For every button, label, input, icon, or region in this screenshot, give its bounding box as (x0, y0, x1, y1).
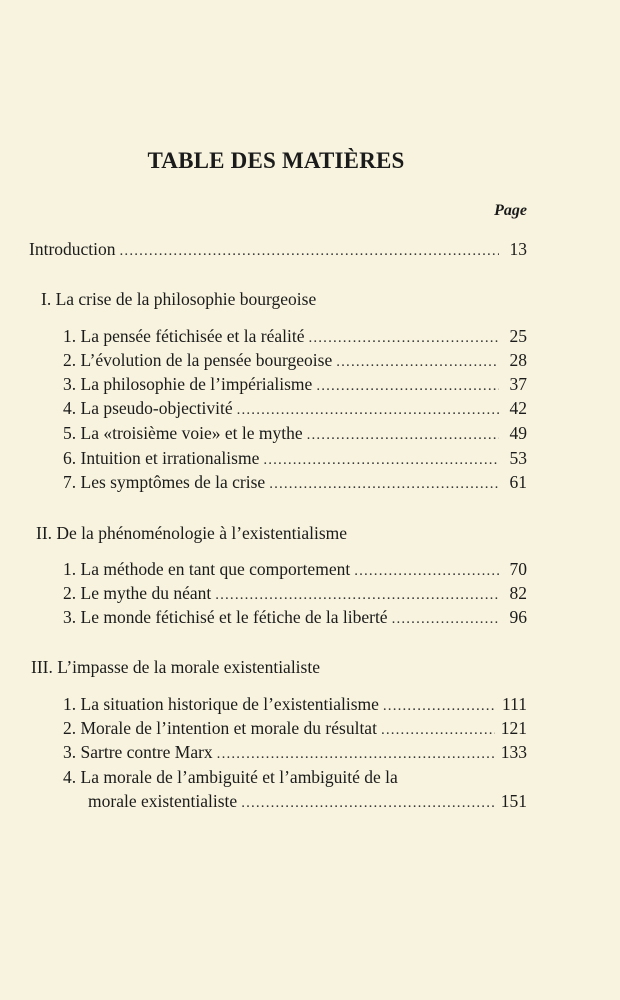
toc-entry-page: 70 (509, 559, 527, 579)
dot-leader (392, 608, 499, 630)
dot-leader (354, 560, 499, 582)
toc-entry-page: 133 (500, 742, 527, 762)
dot-leader (237, 399, 499, 421)
toc-introduction (29, 238, 527, 262)
toc-entry (63, 397, 527, 421)
toc-entry-page: 82 (509, 583, 527, 603)
toc-entry-label: 4. La morale de l’ambiguité et l’ambiguité de la (63, 767, 398, 787)
toc-entry (63, 471, 527, 495)
toc-entry (63, 606, 527, 630)
toc-entry (63, 582, 527, 606)
page-title: TABLE DES MATIÈRES (147, 148, 405, 173)
toc-entry-label: 7. Les symptômes de la crise (63, 472, 266, 492)
dot-leader (316, 375, 499, 397)
toc-entry-label: 5. La «troisième voie» et le mythe (63, 423, 303, 443)
dot-leader (308, 327, 499, 349)
toc-entry-label: 2. Le mythe du néant (63, 583, 212, 603)
toc-entry-page: 53 (509, 448, 527, 468)
dot-leader (336, 351, 499, 373)
toc-entry (88, 790, 527, 814)
toc-entry-label: 3. La philosophie de l’impérialisme (63, 374, 313, 394)
toc-entry-page: 28 (509, 350, 527, 370)
toc-entry-page: 42 (509, 398, 527, 418)
toc-entry-label: 4. La pseudo-objectivité (63, 398, 233, 418)
dot-leader (381, 719, 495, 741)
toc-entry-label: 3. Sartre contre Marx (63, 742, 213, 762)
dot-leader (263, 449, 499, 471)
toc-entry-page: 96 (509, 607, 527, 627)
dot-leader (215, 584, 499, 606)
toc-entry-page: 49 (509, 423, 527, 443)
toc-entry-page: 121 (500, 718, 527, 738)
toc-entry-page: 37 (509, 374, 527, 394)
toc-entry-label: 1. La pensée fétichisée et la réalité (63, 326, 305, 346)
toc-entry-page: 13 (509, 239, 527, 259)
toc-entry (63, 325, 527, 349)
toc-entry-label: 1. La situation historique de l’existentialisme (63, 694, 379, 714)
page-column-label: Page (494, 202, 527, 219)
toc-entry-page: 25 (509, 326, 527, 346)
toc-entry-page: 61 (509, 472, 527, 492)
toc-entry (63, 422, 527, 446)
toc-entry-page: 111 (502, 694, 527, 714)
toc-entry (63, 558, 527, 582)
part-heading: III. L’impasse de la morale existentialiste (31, 657, 320, 677)
toc-entry-label: 1. La méthode en tant que comportement (63, 559, 351, 579)
toc-entry-label: 3. Le monde fétichisé et le fétiche de la liberté (63, 607, 388, 627)
dot-leader (120, 240, 499, 262)
part-heading: I. La crise de la philosophie bourgeoise (41, 289, 317, 309)
part-heading: II. De la phénoménologie à l’existentialisme (36, 523, 348, 543)
toc-entry (63, 447, 527, 471)
toc-entry (63, 349, 527, 373)
dot-leader (307, 424, 499, 446)
toc-entry (63, 717, 527, 741)
toc-entry-label-continuation: morale existentialiste (88, 791, 238, 811)
dot-leader (383, 695, 496, 717)
toc-entry-page: 151 (500, 791, 527, 811)
dot-leader (269, 473, 499, 495)
toc-entry-label: Introduction (29, 239, 116, 259)
toc-entry-label: 6. Intuition et irrationalisme (63, 448, 260, 468)
toc-entry (63, 373, 527, 397)
dot-leader (217, 743, 495, 765)
toc-entry (63, 741, 527, 765)
toc-entry-label: 2. Morale de l’intention et morale du résultat (63, 718, 377, 738)
dot-leader (241, 792, 495, 814)
toc-entry-label: 2. L’évolution de la pensée bourgeoise (63, 350, 333, 370)
toc-entry (63, 693, 527, 717)
